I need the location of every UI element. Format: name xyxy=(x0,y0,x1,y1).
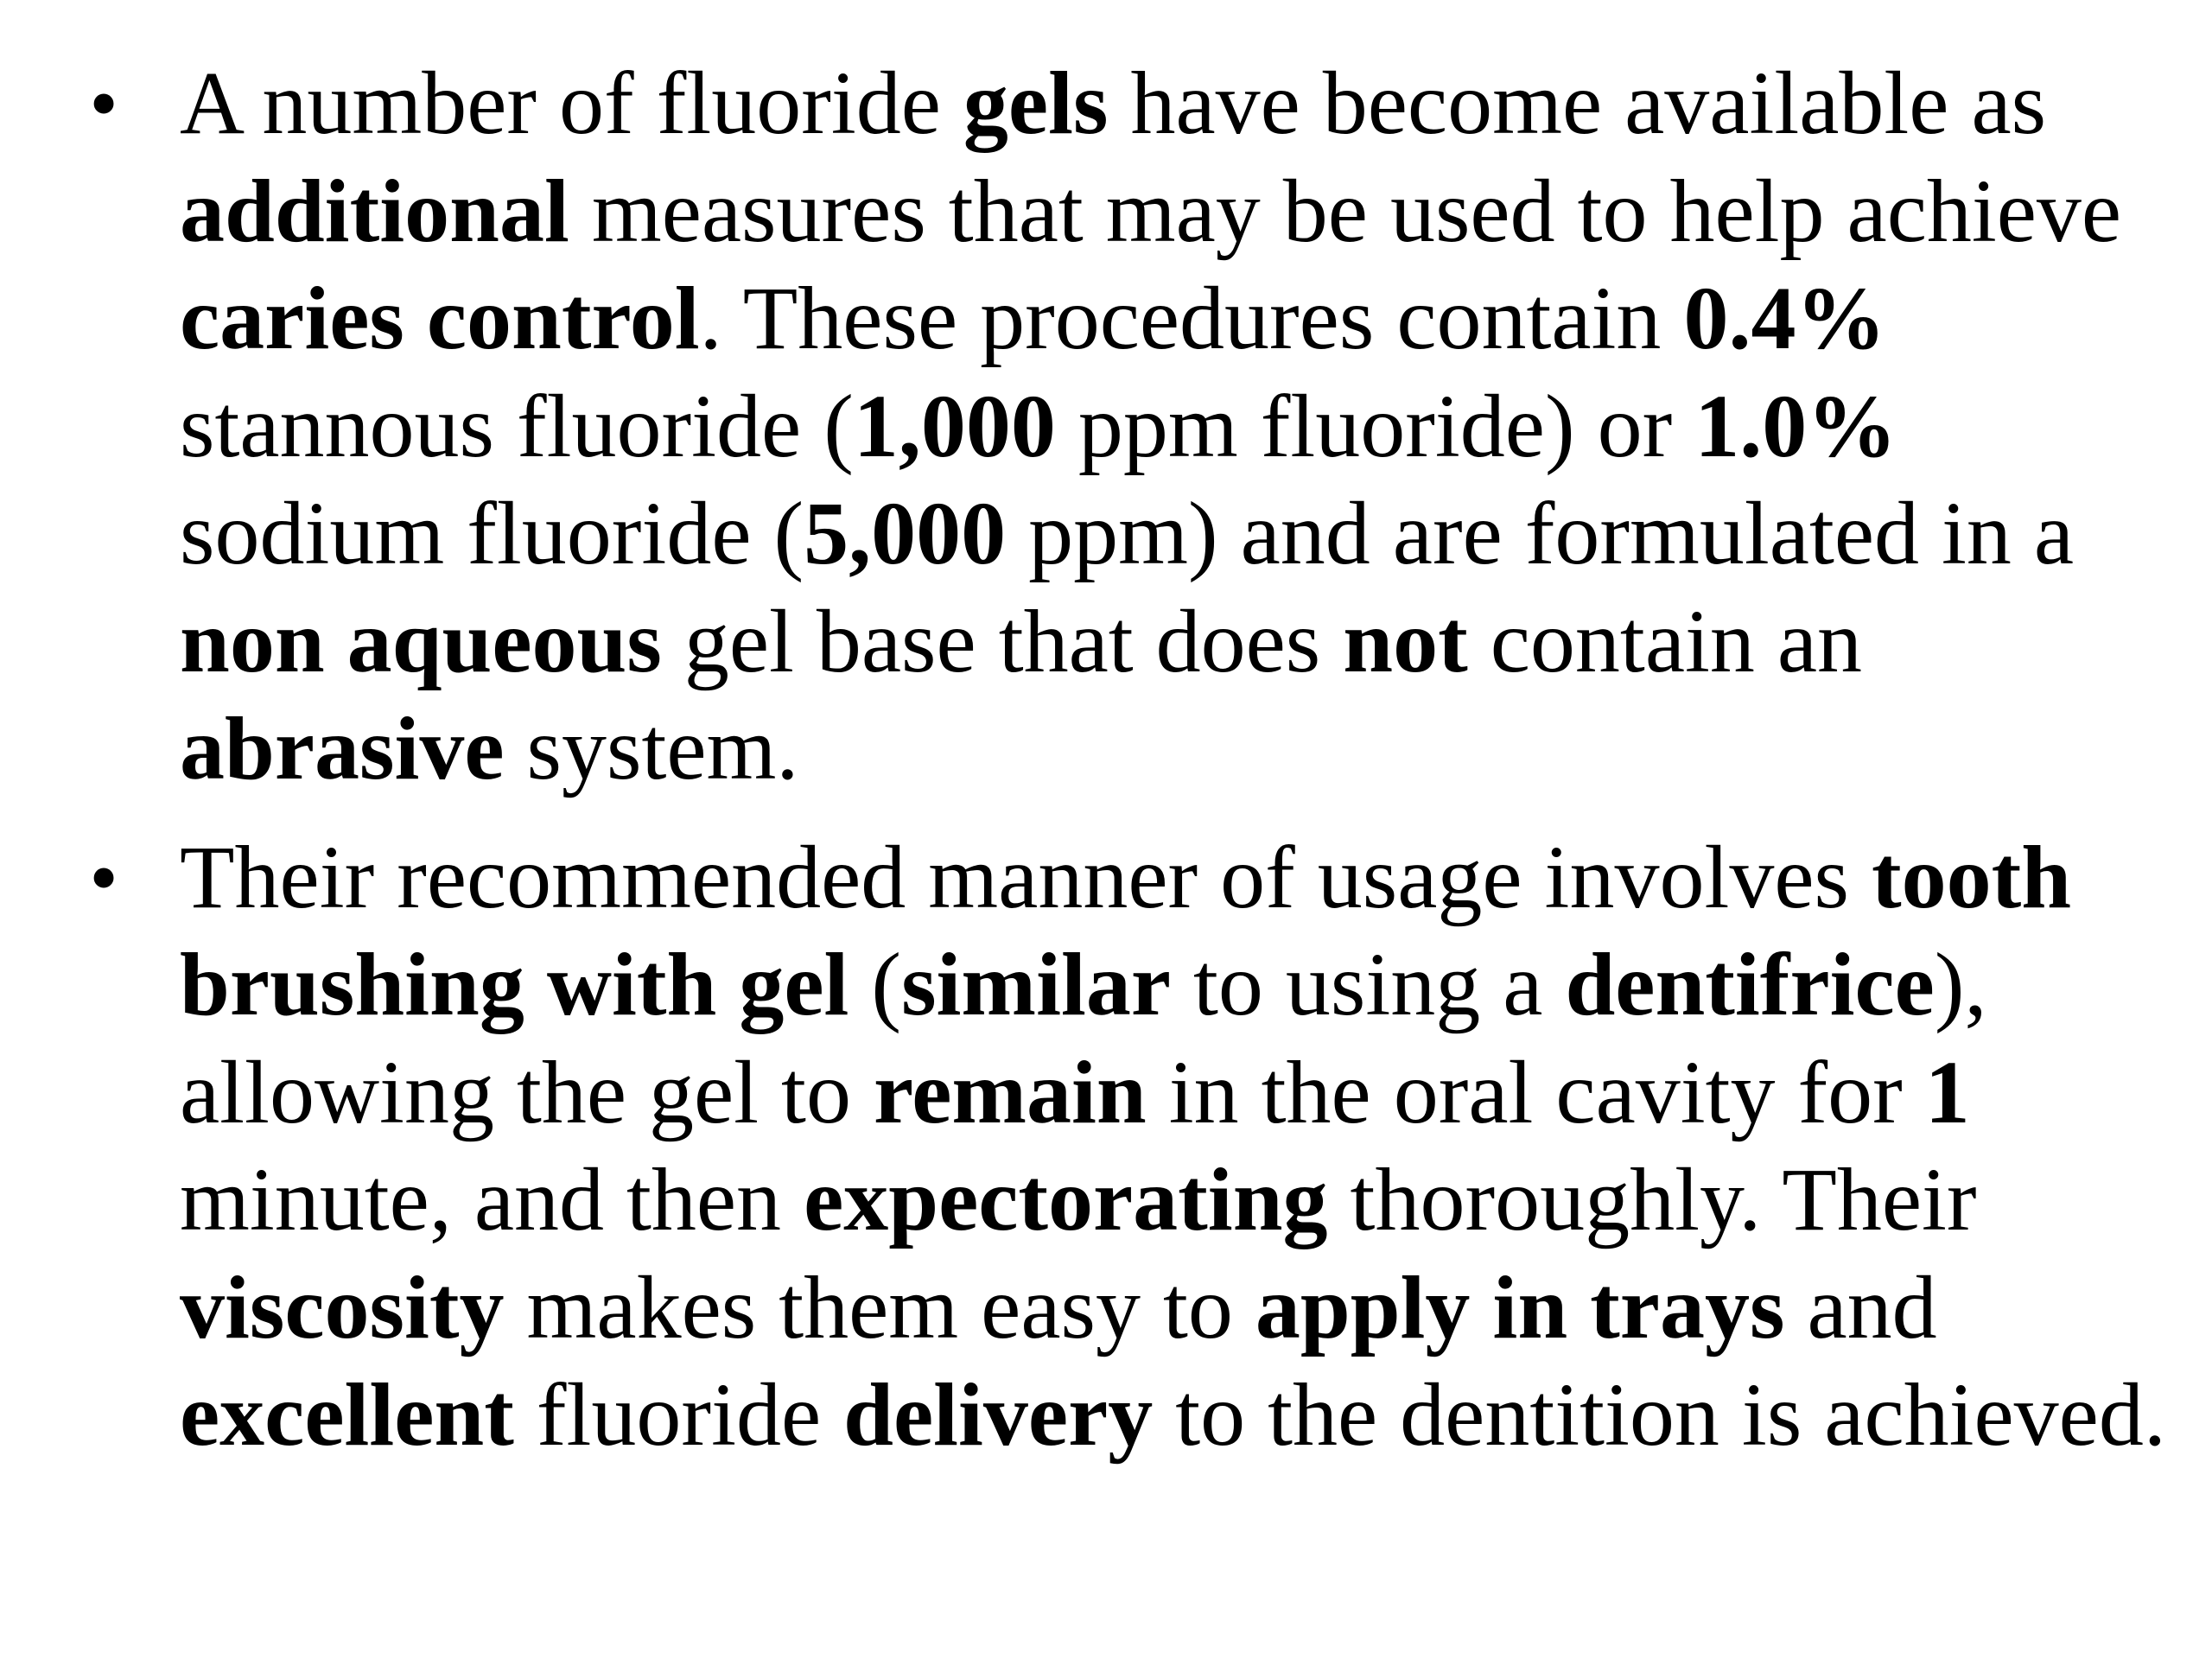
bold-term: 0.4% xyxy=(1683,269,1886,368)
text-segment: system. xyxy=(504,699,799,798)
text-segment: sodium fluoride ( xyxy=(180,484,804,583)
bold-term: delivery xyxy=(843,1365,1154,1465)
text-segment: A number of fluoride xyxy=(180,54,963,153)
bold-term: dentifrice xyxy=(1565,935,1935,1034)
bold-term: excellent xyxy=(180,1365,514,1465)
bullet-item-gels xyxy=(89,50,2167,804)
text-segment: Their recommended manner of usage involves xyxy=(180,827,1872,927)
bullet-item-usage xyxy=(89,824,2167,1470)
text-segment: contain an xyxy=(1467,591,1863,691)
text-segment: to using a xyxy=(1171,935,1566,1034)
bold-term: remain xyxy=(873,1042,1147,1142)
text-segment: . These procedures contain xyxy=(699,269,1684,368)
text-segment: have become available as xyxy=(1108,54,2047,153)
text-segment: minute, and then xyxy=(180,1150,804,1249)
bold-term: additional xyxy=(180,161,569,261)
text-segment: ), allowing the gel to xyxy=(180,935,1987,1142)
bullet-list xyxy=(89,50,2167,1491)
text-segment: gel base that does xyxy=(661,591,1344,691)
bold-term: not xyxy=(1343,591,1468,691)
text-segment: in the oral cavity for xyxy=(1146,1042,1925,1142)
text-segment: thoroughly. Their xyxy=(1327,1150,1977,1249)
bold-term: similar xyxy=(901,935,1172,1034)
text-segment: to the dentition is achieved. xyxy=(1153,1365,2166,1465)
text-segment: ppm fluoride) or xyxy=(1055,376,1695,476)
bold-term: gels xyxy=(963,54,1109,153)
bullet-dot-icon: • xyxy=(89,830,118,924)
bold-term: 1.0% xyxy=(1694,376,1897,476)
text-segment: stannous fluoride ( xyxy=(180,376,854,476)
bold-term: tooth brushing with gel xyxy=(180,827,2072,1034)
bold-term: 1 xyxy=(1924,1042,1970,1142)
text-segment: fluoride xyxy=(513,1365,844,1465)
text-segment: makes them easy to xyxy=(504,1257,1255,1357)
text-segment: and xyxy=(1784,1257,1937,1357)
bold-term: apply in trays xyxy=(1255,1257,1785,1357)
bullet-dot-icon: • xyxy=(89,57,118,149)
text-segment: ppm) and are formulated in a xyxy=(1006,484,2075,583)
bold-term: abrasive xyxy=(180,699,505,798)
bold-term: caries control xyxy=(180,269,700,368)
bold-term: non aqueous xyxy=(180,591,662,691)
text-segment: ( xyxy=(849,935,902,1034)
bold-term: expectorating xyxy=(804,1150,1328,1249)
text-segment: measures that may be used to help achieve xyxy=(569,161,2122,261)
bold-term: 1,000 xyxy=(853,376,1056,476)
bold-term: viscosity xyxy=(180,1257,505,1357)
bold-term: 5,000 xyxy=(804,484,1007,583)
